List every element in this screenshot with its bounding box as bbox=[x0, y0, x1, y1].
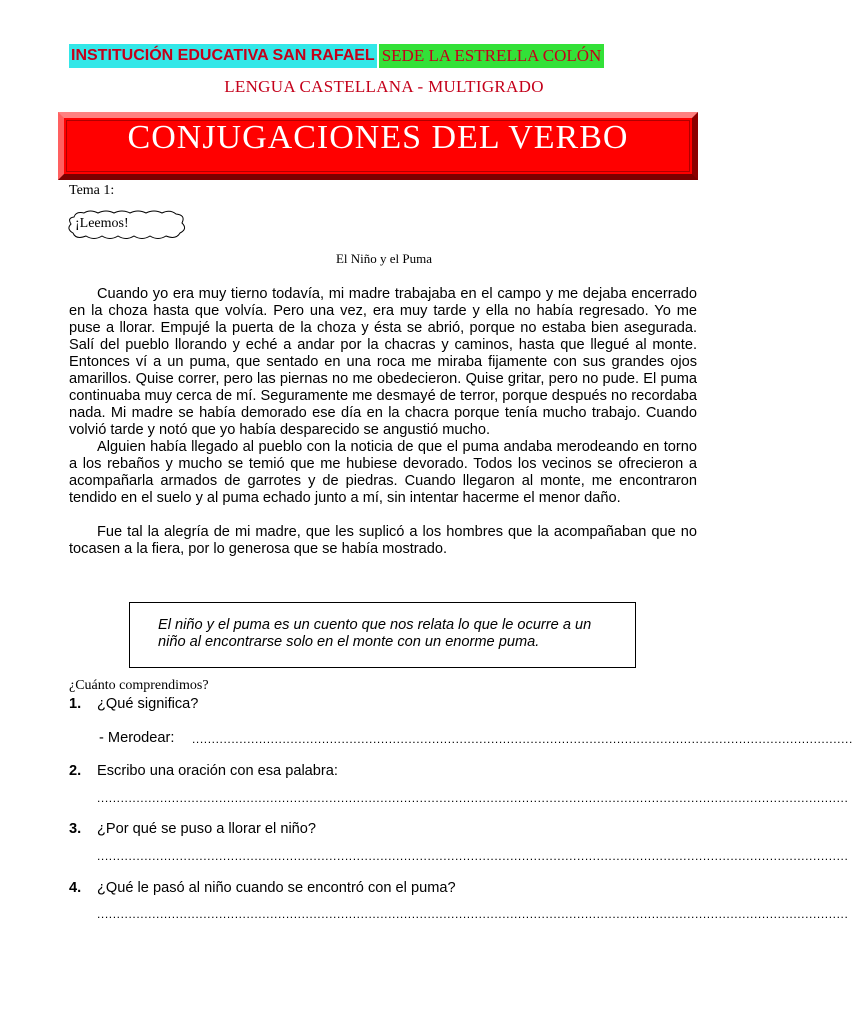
quiz-heading: ¿Cuánto comprendimos? bbox=[69, 678, 209, 693]
merodear-label: - Merodear: bbox=[99, 730, 175, 746]
story-body bbox=[69, 286, 697, 558]
answer-line-1[interactable]: ........................................................................................................................................................................ bbox=[192, 732, 853, 746]
summary-box bbox=[129, 602, 636, 668]
summary-text: El niño y el puma es un cuento que nos relata lo que le ocurre a un niño al encontrarse solo en el monte con un enorme puma. bbox=[158, 617, 592, 650]
story-paragraph: Fue tal la alegría de mi madre, que les suplicó a los hombres que la acompañaban que no tocasen a la fiera, por lo generosa que se había mostrado. bbox=[69, 524, 697, 557]
school-header bbox=[69, 44, 604, 68]
story-paragraph: Alguien había llegado al pueblo con la noticia de que el puma andaba merodeando en torno a los rebaños y mucho se temió que me hubiese devorado. Todos los vecinos se ofrecieron a acompañarla armados de garrotes y de piedras. Cuando llegaron al monte, me encontraron tendido en el suelo y al puma echado junto a mí, sin intentar hacerme el menor daño. bbox=[69, 439, 697, 506]
subject-line: LENGUA CASTELLANA - MULTIGRADO bbox=[224, 77, 544, 96]
story-title: El Niño y el Puma bbox=[335, 251, 433, 266]
answer-line-4[interactable]: ............................................................................................................................................................................................... bbox=[97, 907, 849, 921]
question-text: ¿Qué le pasó al niño cuando se encontró con el puma? bbox=[97, 880, 456, 896]
institution-name: INSTITUCIÓN EDUCATIVA SAN RAFAEL bbox=[69, 44, 377, 68]
sede-name: SEDE LA ESTRELLA COLÓN bbox=[379, 44, 605, 68]
question-text: ¿Qué significa? bbox=[97, 696, 199, 712]
question-number: 1. bbox=[69, 696, 82, 712]
page-title: CONJUGACIONES DEL VERBO bbox=[127, 119, 629, 156]
question-number: 3. bbox=[69, 821, 82, 837]
question-text: Escribo una oración con esa palabra: bbox=[97, 763, 338, 779]
answer-line-3[interactable]: ............................................................................................................................................................................................... bbox=[97, 849, 849, 863]
title-banner bbox=[58, 112, 698, 180]
answer-line-2[interactable]: ............................................................................................................................................................................................... bbox=[97, 791, 849, 805]
question-text: ¿Por qué se puso a llorar el niño? bbox=[97, 821, 317, 837]
question-number: 2. bbox=[69, 763, 82, 779]
question-number: 4. bbox=[69, 880, 82, 896]
story-paragraph: Cuando yo era muy tierno todavía, mi madre trabajaba en el campo y me dejaba encerrado en la choza hasta que volvía. Pero una vez, era muy tarde y ella no había regresado. Yo me puse a llorar. Empujé la puerta de la choza y ésta se abrió, porque no estaba bien asegurada. Salí del pueblo llorando y eché a andar por la chacras y caminos, hasta que llegué al monte. Entonces ví a un puma, que sentado en una roca me miraba fijamente con sus grandes ojos amarillos. Quise correr, pero las piernas no me obedecieron. Quise gritar, pero no pude. El puma continuaba muy cerca de mí. Seguramente me desmayé de terror, porque después no recordaba nada. Mi madre se había demorado ese día en la chacra porque tenía mucho trabajo. Cuando volvió tarde y notó que yo había desparecido se angustió mucho. bbox=[69, 286, 697, 438]
leemos-label: ¡Leemos! bbox=[75, 216, 129, 231]
tema-label: Tema 1: bbox=[69, 183, 115, 198]
